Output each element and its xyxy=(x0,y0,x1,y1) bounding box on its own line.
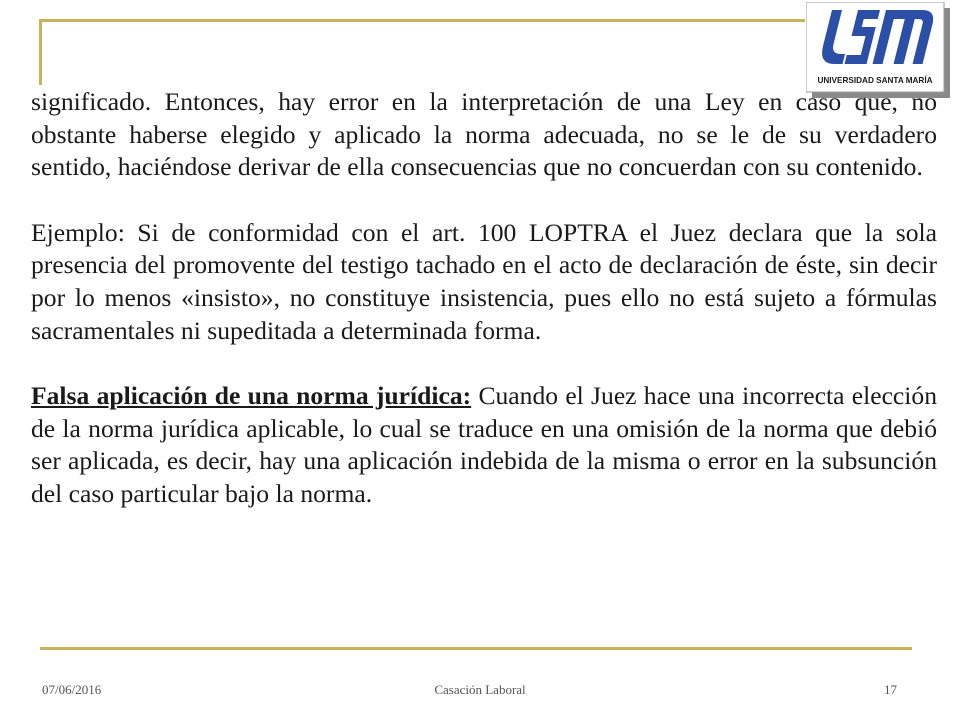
term-heading: Falsa aplicación de una norma jurídica: xyxy=(31,381,472,411)
paragraph-interpretation: significado. Entonces, hay error en la interpretación de una Ley en caso que, no obstante haberse elegido y aplicado la norma adecuada, no se le de su verdadero sentido, haciéndose derivar de ella consecuencias que no concuerdan con su contenido. xyxy=(31,87,937,182)
paragraph-falsa-aplicacion: Falsa aplicación de una norma jurídica: Cuando el Juez hace una incorrecta elección de la norma jurídica aplicable, lo cual se traduce en una omisión de la norma que debió ser aplicada, es decir, hay una aplicación indebida de la misma o error en la subsunción del caso particular bajo la norma. xyxy=(31,381,937,508)
paragraph-example: Ejemplo: Si de conformidad con el art. 100 LOPTRA el Juez declara que la sola presencia del promovente del testigo tachado en el acto de declaración de éste, sin decir por lo menos «insisto», no constituye insistencia, pues ello no está sujeto a fórmulas sacramentales ni supeditada a determinada forma. xyxy=(31,217,937,345)
frame-top-line xyxy=(39,19,805,22)
footer-title: Casación Laboral xyxy=(434,682,526,697)
logo-text: UNIVERSIDAD SANTA MARÍA xyxy=(817,76,933,85)
slide-content xyxy=(31,86,937,544)
footer-date: 07/06/2016 xyxy=(42,682,102,697)
frame-bottom-line xyxy=(40,647,912,650)
footer-page-number: 17 xyxy=(884,682,897,697)
frame-left-line xyxy=(39,19,42,85)
